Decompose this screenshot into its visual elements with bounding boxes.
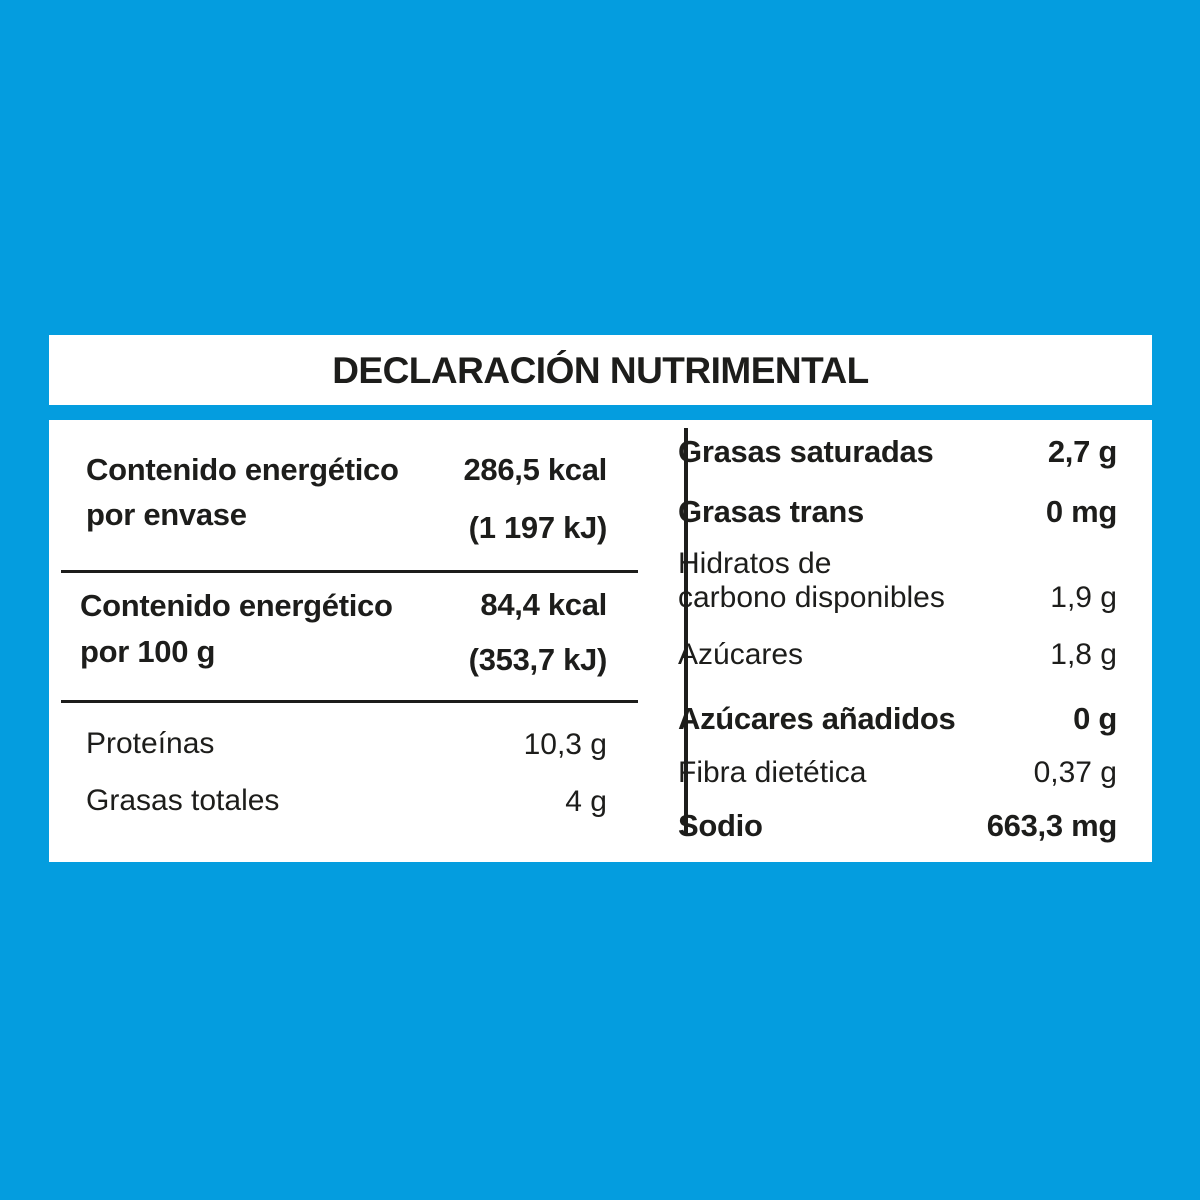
sugars-value: 1,8 g	[1050, 638, 1117, 671]
energy-100g-label-line1: Contenido energético	[80, 588, 393, 623]
energy-100g-kcal-value: 84,4 kcal	[480, 587, 607, 622]
saturated-fat-label: Grasas saturadas	[678, 434, 934, 469]
total-fat-value: 4 g	[565, 785, 607, 818]
carbohydrates-label-line1: Hidratos de	[678, 547, 832, 580]
energy-100g-kj-value: (353,7 kJ)	[468, 642, 607, 677]
added-sugars-value: 0 g	[1073, 701, 1117, 736]
energy-100g-label-line2: por 100 g	[80, 634, 216, 669]
energy-package-label-line1: Contenido energético	[86, 452, 399, 487]
total-fat-label: Grasas totales	[86, 784, 280, 817]
trans-fat-value: 0 mg	[1045, 494, 1117, 529]
dietary-fiber-value: 0,37 g	[1033, 756, 1117, 789]
dietary-fiber-label: Fibra dietética	[678, 756, 867, 789]
saturated-fat-value: 2,7 g	[1047, 434, 1117, 469]
carbohydrates-value: 1,9 g	[1050, 581, 1117, 614]
horizontal-rule-2	[61, 700, 638, 703]
horizontal-rule-1	[61, 570, 638, 573]
protein-value: 10,3 g	[523, 728, 607, 761]
trans-fat-label: Grasas trans	[678, 494, 864, 529]
carbohydrates-label-line2: carbono disponibles	[678, 581, 945, 614]
added-sugars-label: Azúcares añadidos	[678, 701, 956, 736]
energy-package-label-line2: por envase	[86, 497, 247, 532]
protein-label: Proteínas	[86, 727, 215, 760]
nutrition-panel	[49, 420, 1152, 862]
label-title: DECLARACIÓN NUTRIMENTAL	[332, 350, 869, 391]
sugars-label: Azúcares	[678, 638, 804, 671]
energy-package-kj-value: (1 197 kJ)	[468, 510, 607, 545]
sodium-value: 663,3 mg	[986, 808, 1117, 843]
header-panel	[49, 335, 1152, 405]
sodium-label: Sodio	[678, 808, 763, 843]
energy-package-kcal-value: 286,5 kcal	[463, 452, 607, 487]
